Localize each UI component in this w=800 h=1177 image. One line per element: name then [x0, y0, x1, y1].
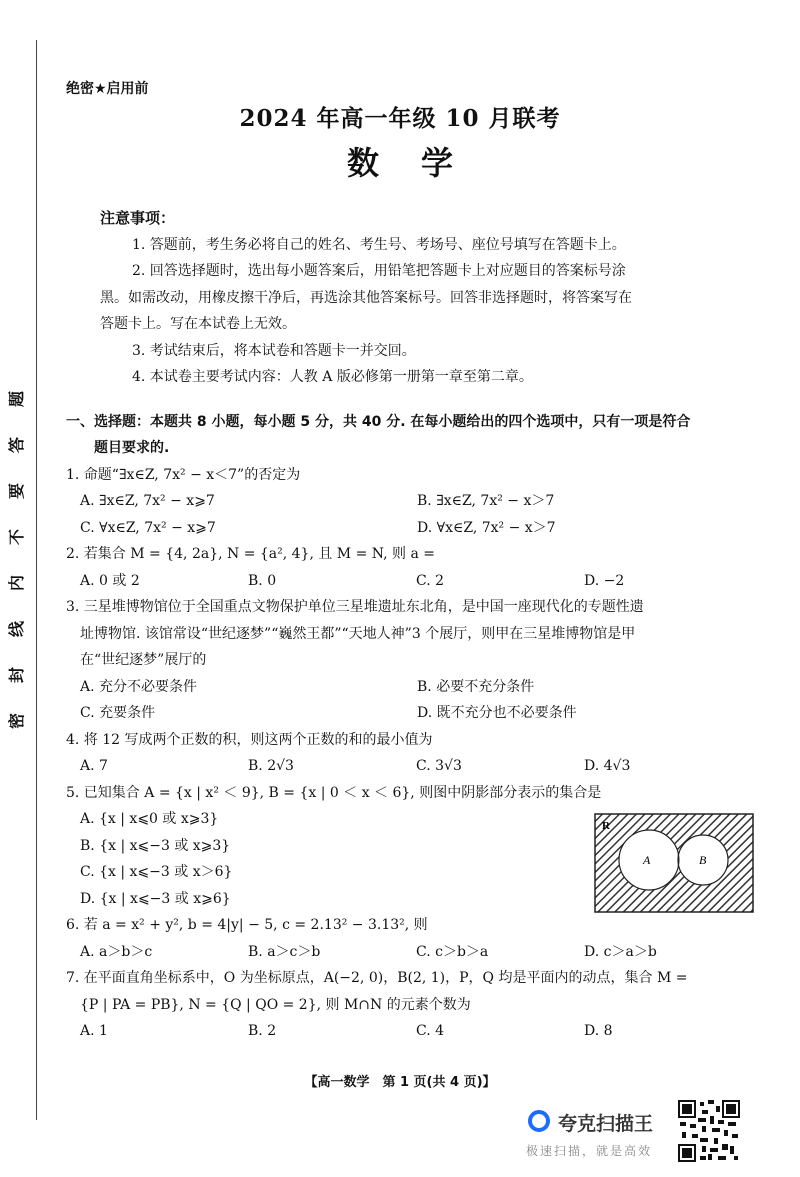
option-list: [66, 568, 754, 595]
option-d: D. 8: [584, 1023, 613, 1039]
venn-diagram: [594, 813, 754, 913]
option-list: [66, 939, 754, 966]
section-heading-line: 一、选择题：本题共 8 小题，每小题 5 分，共 40 分. 在每小题给出的四个选项中，只有一项是符合: [66, 413, 691, 430]
scanner-logo-icon: [528, 1110, 550, 1132]
option-a: A. {x | x⩽0 或 x⩾3}: [80, 811, 219, 827]
option-c: C. 4: [416, 1023, 445, 1039]
option-a: A. ∃x∈Z, 7x² − x⩾7: [80, 493, 215, 509]
notice-item-continued: 答题卡上。写在本试卷上无效。: [100, 316, 296, 332]
option-c: C. {x | x⩽−3 或 x＞6}: [80, 864, 233, 880]
question-stem: [66, 594, 754, 674]
binding-char: 答: [6, 436, 26, 454]
option-c: C. ∀x∈Z, 7x² − x⩾7: [80, 519, 216, 536]
question: [66, 965, 754, 1045]
option-list: [66, 674, 754, 727]
question-stem: [66, 541, 754, 568]
question-stem-line: 2. 若集合 M = {4, 2a}, N = {a², 4}, 且 M = N, 则 a =: [66, 546, 436, 562]
question-stem: [66, 727, 754, 754]
notice-item-continued: 黑。如需改动，用橡皮擦干净后，再选涂其他答案标号。回答非选择题时，将答案写在: [100, 289, 632, 306]
page-footer: 【高一数学 第 1 页(共 4 页)】: [304, 1075, 496, 1090]
notice-title: 注意事项：: [100, 209, 176, 227]
option-list: [66, 753, 754, 780]
question-stem-line: {P | PA = PB}, N = {Q | QO = 2}, 则 M∩N 的元素个数为: [80, 996, 471, 1013]
venn-label-b: B: [699, 853, 707, 867]
binding-char: 内: [6, 574, 26, 592]
option-a: A. 0 或 2: [80, 572, 140, 589]
question-stem: [66, 462, 754, 489]
binding-char: 线: [6, 620, 26, 638]
secret-label: 绝密★启用前: [66, 81, 149, 97]
option-list: [66, 488, 754, 541]
question: [66, 727, 754, 780]
section-heading: [66, 409, 754, 462]
option-c: C. 2: [416, 572, 445, 589]
question-stem-line: 址博物馆. 该馆常设“世纪逐梦”“巍然王都”“天地人神”3 个展厅，则甲在三星堆博物馆是甲: [80, 625, 636, 642]
question-stem-line: 1. 命题“∃x∈Z, 7x² − x＜7”的否定为: [66, 466, 301, 483]
notice-item: 4. 本试卷主要考试内容：人教 A 版必修第一册第一章至第二章。: [132, 369, 533, 385]
venn-label-a: A: [643, 853, 651, 867]
option-d: D. ∀x∈Z, 7x² − x＞7: [417, 519, 556, 536]
question-stem: [66, 965, 754, 1018]
question-stem-line: 3. 三星堆博物馆位于全国重点文物保护单位三星堆遗址东北角，是中国一座现代化的专题性遗: [66, 599, 644, 615]
scanner-watermark: [522, 1104, 672, 1164]
binding-char: 密: [6, 712, 26, 730]
question-stem-line: 在“世纪逐梦”展厅的: [80, 652, 207, 668]
option-b: B. a＞c＞b: [248, 943, 321, 960]
binding-char: 题: [6, 390, 26, 408]
option-list: [66, 1018, 754, 1045]
option-c: C. 3√3: [416, 758, 462, 774]
option-a: A. a＞b＞c: [80, 943, 153, 960]
exam-title: 2024 年高一年级 10 月联考: [239, 105, 561, 132]
option-b: B. {x | x⩽−3 或 x⩾3}: [80, 837, 231, 854]
venn-label-universe: R: [602, 820, 610, 832]
question-list: [66, 462, 754, 1045]
option-b: B. 0: [248, 572, 277, 589]
binding-char: 不: [6, 528, 26, 546]
notice-item: 1. 答题前，考生务必将自己的姓名、考生号、考场号、座位号填写在答题卡上。: [132, 236, 626, 253]
question-stem-line: 5. 已知集合 A = {x | x² ＜ 9}, B = {x | 0 ＜ x ＜ 6}, 则图中阴影部分表示的集合是: [66, 784, 602, 801]
scanner-brand: 夸克扫描王: [558, 1113, 654, 1135]
option-a: A. 充分不必要条件: [80, 678, 198, 695]
notice-item: 2. 回答选择题时，选出每小题答案后，用铅笔把答题卡上对应题目的答案标号涂: [132, 263, 626, 279]
exam-content: [66, 205, 754, 1045]
question-stem-line: 4. 将 12 写成两个正数的积，则这两个正数的和的最小值为: [66, 731, 433, 748]
option-b: B. 2: [248, 1023, 277, 1039]
question-stem: [66, 780, 754, 807]
notice-item: 3. 考试结束后，将本试卷和答题卡一并交回。: [132, 342, 416, 359]
option-d: D. 4√3: [584, 758, 631, 774]
question-stem: [66, 912, 754, 939]
option-a: A. 7: [80, 758, 108, 774]
question-stem-line: 7. 在平面直角坐标系中，O 为坐标原点，A(−2, 0)，B(2, 1)，P，Q 均是平面内的动点，集合 M =: [66, 970, 688, 986]
question: [66, 594, 754, 727]
option-d: D. {x | x⩽−3 或 x⩾6}: [80, 890, 231, 907]
section-heading-line: 题目要求的.: [94, 440, 170, 456]
option-c: C. c＞b＞a: [416, 943, 489, 960]
question-stem-line: 6. 若 a = x² + y², b = 4|y| − 5, c = 2.13² − 3.13², 则: [66, 917, 428, 933]
question: [66, 541, 754, 594]
exam-subject: 数学: [346, 144, 495, 182]
option-d: D. c＞a＞b: [584, 943, 657, 960]
question: [66, 912, 754, 965]
binding-char: 封: [6, 666, 26, 684]
binding-char: 要: [6, 482, 26, 500]
option-b: B. 2√3: [248, 758, 294, 774]
option-c: C. 充要条件: [80, 705, 156, 721]
binding-text: [4, 376, 30, 744]
question: [66, 462, 754, 542]
option-b: B. ∃x∈Z, 7x² − x＞7: [417, 493, 555, 509]
option-b: B. 必要不充分条件: [417, 678, 535, 695]
qr-code-icon: [678, 1100, 740, 1162]
option-d: D. −2: [584, 572, 625, 589]
scanner-slogan: 极速扫描，就是高效: [526, 1144, 653, 1158]
option-a: A. 1: [80, 1023, 108, 1039]
option-d: D. 既不充分也不必要条件: [417, 705, 577, 721]
